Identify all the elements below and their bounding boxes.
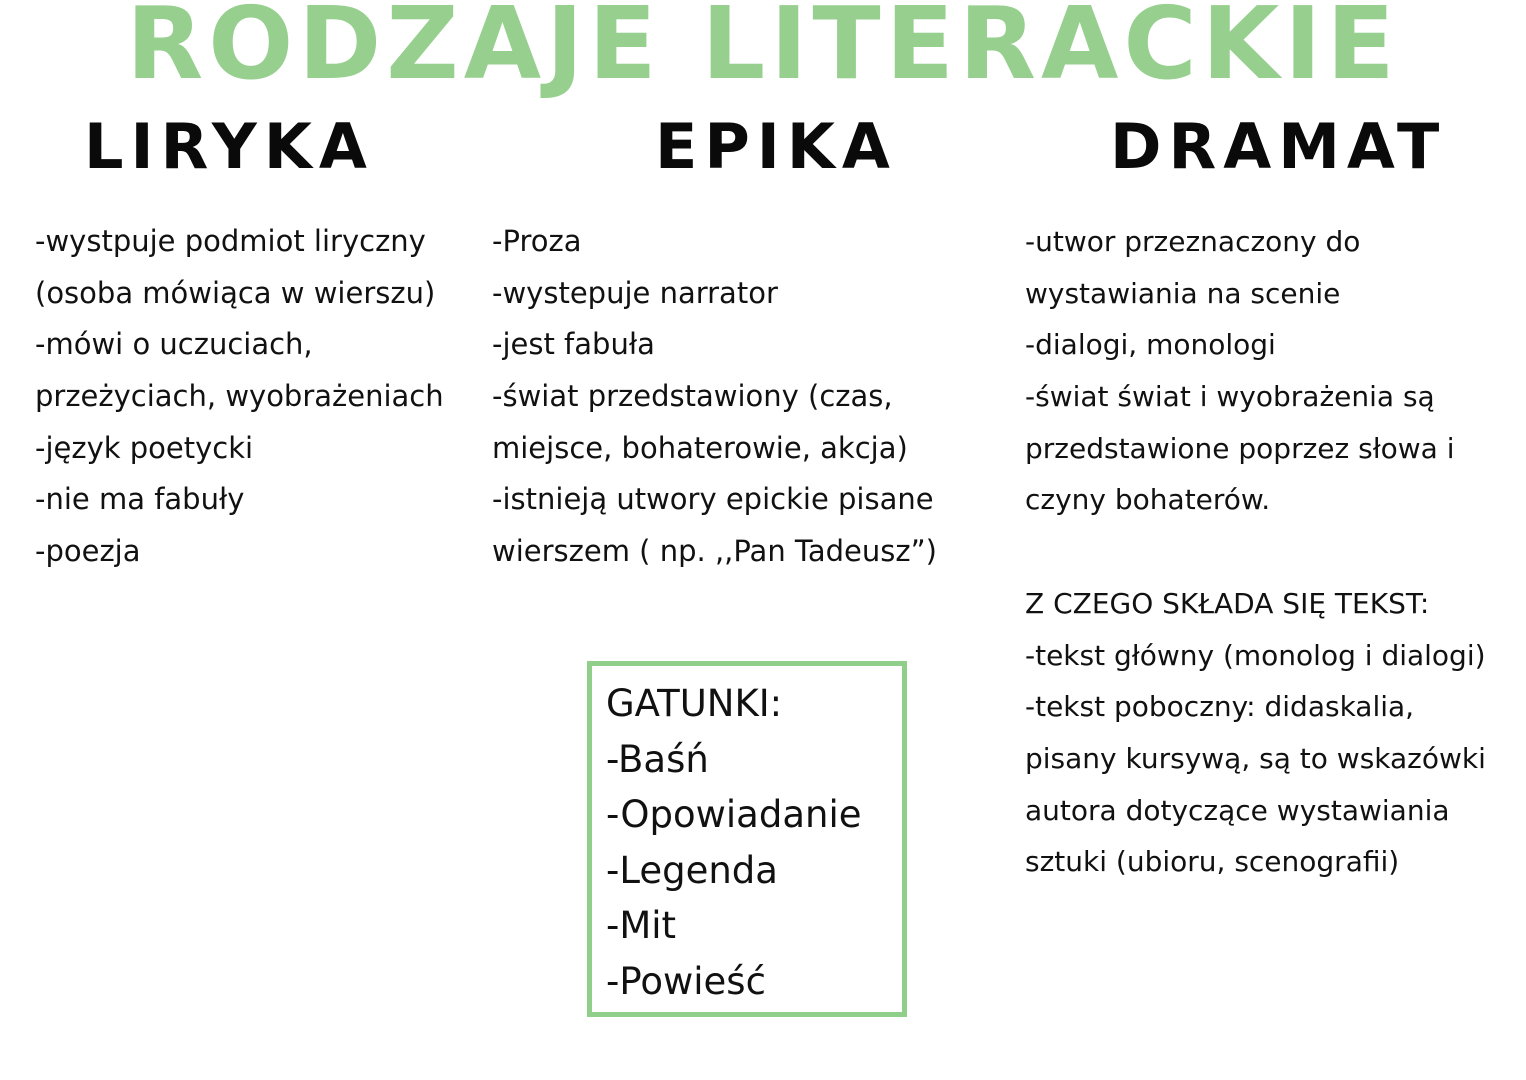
list-item: -tekst główny (monolog i dialogi) xyxy=(1025,638,1486,672)
list-item: autora dotyczące wystawiania xyxy=(1025,793,1450,827)
list-item: -utwor przeznaczony do xyxy=(1025,225,1361,258)
liryka-features-list xyxy=(35,216,444,578)
list-item: pisany kursywą, są to wskazówki xyxy=(1025,741,1486,775)
genre-item: -Legenda xyxy=(606,848,778,892)
genres-list xyxy=(606,676,862,1010)
list-item: miejsce, bohaterowie, akcja) xyxy=(492,430,908,465)
list-spacer xyxy=(1025,526,1486,578)
list-item: przedstawione poprzez słowa i xyxy=(1025,431,1455,465)
dramat-features-list xyxy=(1025,216,1486,888)
genre-item: -Mit xyxy=(606,904,677,948)
genre-item: -Baśń xyxy=(606,737,709,781)
list-item: -wystpuje podmiot liryczny xyxy=(35,224,426,258)
list-item: sztuki (ubioru, scenografii) xyxy=(1025,845,1400,879)
list-item: -świat świat i wyobrażenia są xyxy=(1025,380,1435,414)
genres-heading: GATUNKI: xyxy=(606,682,783,725)
heading-dramat: DRAMAT xyxy=(1110,110,1447,183)
list-item: przeżyciach, wyobrażeniach xyxy=(35,379,444,414)
list-item: wystawiania na scenie xyxy=(1025,276,1341,310)
list-item: -istnieją utwory epickie pisane xyxy=(492,482,934,517)
list-item: -tekst poboczny: didaskalia, xyxy=(1025,690,1415,724)
page-title: RODZAJE LITERACKIE xyxy=(126,0,1400,102)
epika-features-list xyxy=(492,216,937,578)
list-item: (osoba mówiąca w wierszu) xyxy=(35,275,436,310)
list-item: -jest fabuła xyxy=(492,327,655,362)
list-item: -dialogi, monologi xyxy=(1025,328,1276,362)
genre-item: -Powieść xyxy=(606,959,766,1003)
list-item: -wystepuje narrator xyxy=(492,275,778,310)
list-item: -język poetycki xyxy=(35,430,254,465)
list-item: -poezja xyxy=(35,534,141,569)
heading-epika: EPIKA xyxy=(655,110,897,183)
genre-item: -Opowiadanie xyxy=(606,793,862,837)
list-item: -nie ma fabuły xyxy=(35,482,245,517)
list-item: -Proza xyxy=(492,224,582,258)
heading-liryka: LIRYKA xyxy=(84,110,374,183)
list-item: czyny bohaterów. xyxy=(1025,483,1271,517)
list-item: -mówi o uczuciach, xyxy=(35,327,313,362)
list-item: wierszem ( np. ,,Pan Tadeusz”) xyxy=(492,534,937,569)
list-item: -świat przedstawiony (czas, xyxy=(492,379,893,414)
text-parts-heading: Z CZEGO SKŁADA SIĘ TEKST: xyxy=(1025,586,1430,620)
